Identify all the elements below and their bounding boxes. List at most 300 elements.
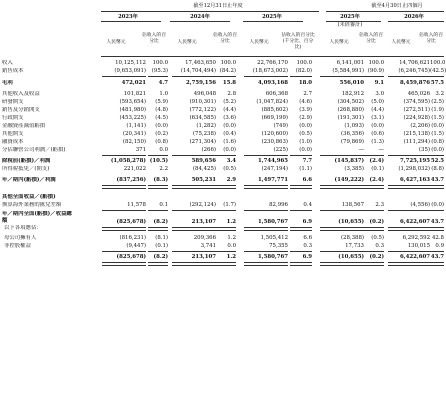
percent-cell: (0.4) bbox=[223, 131, 236, 137]
year-2025-4m: 2025年 bbox=[340, 14, 360, 20]
percent-cell: (1.1) bbox=[299, 166, 312, 172]
subtotal-rule bbox=[216, 251, 236, 252]
fy-header-rule bbox=[101, 11, 319, 12]
row-label: 行政開支 bbox=[2, 115, 24, 121]
total-double-rule bbox=[430, 227, 444, 231]
subtotal-rule bbox=[244, 251, 288, 252]
amount-cell: 6,292,592 bbox=[402, 235, 430, 241]
percent-cell: (8.2) bbox=[153, 219, 168, 225]
subtotal-rule bbox=[148, 155, 168, 156]
percent-cell: (0.8) bbox=[155, 139, 168, 145]
subtotal-rule bbox=[102, 155, 146, 156]
percent-cell: 43.7 bbox=[430, 254, 444, 260]
amount-cell: 6,422,607 bbox=[399, 219, 430, 225]
row-label: 換算海外業務的匯兌差額 bbox=[2, 202, 62, 208]
amount-cell: (230,863) bbox=[261, 139, 288, 145]
col-header: 佔收入的百分比(千分比、百分比) bbox=[281, 33, 315, 50]
row-label: 收入 bbox=[2, 60, 13, 66]
row-label: 年／期內(虧損)／利潤 bbox=[2, 177, 56, 183]
percent-cell: 100.0 bbox=[220, 60, 236, 66]
percent-cell: 18.0 bbox=[298, 80, 312, 86]
percent-cell: 1.2 bbox=[226, 219, 236, 225]
amount-cell: 17,463,650 bbox=[185, 60, 216, 66]
amount-cell: (5,584,991) bbox=[332, 68, 364, 74]
percent-cell: (0.2) bbox=[155, 131, 168, 137]
amount-cell: 213,107 bbox=[191, 219, 216, 225]
subtotal-rule bbox=[244, 155, 288, 156]
amount-cell: (669,199) bbox=[261, 115, 288, 121]
total-double-rule bbox=[216, 227, 236, 231]
col-rule bbox=[326, 21, 381, 22]
percent-cell: (4.6) bbox=[299, 99, 312, 105]
amount-cell: (374,595) bbox=[403, 99, 430, 105]
amount-cell: 182,912 bbox=[341, 91, 364, 97]
total-double-rule bbox=[216, 185, 236, 189]
percent-cell: 1.2 bbox=[227, 235, 236, 241]
percent-cell: — bbox=[378, 147, 384, 153]
percent-cell: (0.0) bbox=[431, 123, 444, 129]
amount-cell: 1,580,767 bbox=[257, 254, 288, 260]
amount-cell: (292,124) bbox=[189, 202, 216, 208]
subtotal-rule bbox=[388, 155, 430, 156]
amount-cell: (82,150) bbox=[122, 139, 146, 145]
amount-cell: (1,093) bbox=[344, 123, 364, 129]
percent-cell: (0.0) bbox=[223, 123, 236, 129]
percent-cell: (0.0) bbox=[431, 147, 444, 153]
amount-cell: (593,654) bbox=[119, 99, 146, 105]
percent-cell: (1.9) bbox=[431, 107, 444, 113]
col-header: 人民幣元 bbox=[249, 40, 269, 45]
amount-cell: (749) bbox=[273, 123, 288, 129]
percent-cell: 15.8 bbox=[222, 80, 236, 86]
amount-cell: 75,355 bbox=[269, 243, 288, 249]
percent-cell: 3.0 bbox=[375, 91, 384, 97]
total-double-rule bbox=[172, 227, 216, 231]
percent-cell: 0.9 bbox=[435, 243, 444, 249]
percent-cell: 6.6 bbox=[303, 235, 312, 241]
amount-cell: 2,759,156 bbox=[185, 80, 216, 86]
amount-cell: (111,294) bbox=[403, 139, 430, 145]
amount-cell: (271,304) bbox=[189, 139, 216, 145]
amount-cell: 130,015 bbox=[407, 243, 430, 249]
col-header: 佔收入的百分比 bbox=[142, 33, 166, 44]
amount-cell: (1,058,278) bbox=[110, 158, 146, 164]
row-label: 其他開支 bbox=[2, 131, 24, 137]
subtotal-rule bbox=[216, 155, 236, 156]
total-double-rule bbox=[388, 262, 430, 266]
percent-cell: (0.1) bbox=[155, 243, 168, 249]
amount-cell: 505,231 bbox=[191, 177, 216, 183]
subtotal-rule bbox=[320, 76, 364, 77]
percent-cell: 0.3 bbox=[303, 243, 312, 249]
amount-cell: 213,107 bbox=[191, 254, 216, 260]
subtotal-rule bbox=[364, 155, 384, 156]
amount-cell: (9,447) bbox=[126, 243, 146, 249]
amount-cell: (1,282) bbox=[196, 123, 216, 129]
percent-cell: 2.8 bbox=[227, 91, 236, 97]
percent-cell: (2.4) bbox=[369, 177, 384, 183]
amount-cell: 8,459,876 bbox=[399, 80, 430, 86]
col-rule bbox=[388, 21, 444, 22]
subtotal-rule bbox=[290, 210, 312, 211]
subtotal-rule bbox=[244, 210, 288, 211]
percent-cell: 100.0 bbox=[296, 60, 312, 66]
row-label: 其他全面收益／(虧損) bbox=[2, 194, 56, 200]
percent-cell: (1.3) bbox=[371, 139, 384, 145]
row-label: 非控股權益 bbox=[4, 243, 31, 249]
total-double-rule bbox=[216, 262, 236, 266]
percent-cell: 1.0 bbox=[159, 91, 168, 97]
percent-cell: (0.2) bbox=[369, 254, 384, 260]
percent-cell: (4.4) bbox=[371, 107, 384, 113]
subtotal-rule bbox=[430, 251, 444, 252]
amount-cell: (10,655) bbox=[338, 219, 364, 225]
percent-cell: 3.2 bbox=[435, 91, 444, 97]
total-double-rule bbox=[320, 262, 364, 266]
amount-cell: (481,980) bbox=[119, 107, 146, 113]
amount-cell: 7,725,195 bbox=[399, 158, 430, 164]
percent-cell: 100.0 bbox=[368, 60, 384, 66]
amount-cell: (191,301) bbox=[337, 115, 364, 121]
subtotal-rule bbox=[364, 251, 384, 252]
total-double-rule bbox=[290, 227, 312, 231]
amount-cell: (266) bbox=[201, 147, 216, 153]
total-double-rule bbox=[430, 262, 444, 266]
percent-cell: (2.5) bbox=[431, 99, 444, 105]
percent-cell: 6.6 bbox=[302, 177, 312, 183]
year-2023: 2023年 bbox=[118, 14, 138, 20]
percent-cell: 0.0 bbox=[227, 243, 236, 249]
amount-cell: (36,356) bbox=[340, 131, 364, 137]
percent-cell: (0.0) bbox=[223, 147, 236, 153]
amount-cell: (825,678) bbox=[116, 219, 146, 225]
percent-cell: (0.1) bbox=[371, 166, 384, 172]
total-double-rule bbox=[244, 185, 288, 189]
percent-cell: (90.9) bbox=[367, 68, 384, 74]
amount-cell: (268,880) bbox=[337, 107, 364, 113]
subtotal-rule bbox=[290, 251, 312, 252]
total-double-rule bbox=[102, 227, 146, 231]
amount-cell: 221,022 bbox=[123, 166, 146, 172]
subtotal-rule bbox=[320, 210, 364, 211]
percent-cell: 7.7 bbox=[302, 158, 312, 164]
col-header: 佔收入的百分比 bbox=[419, 33, 443, 44]
amount-cell: 3,741 bbox=[200, 243, 216, 249]
amount-cell: (2,206) bbox=[410, 123, 430, 129]
unaudited-note: (未經審計) bbox=[337, 22, 363, 28]
amount-cell: (453,225) bbox=[119, 115, 146, 121]
col-header: 人民幣元 bbox=[329, 40, 349, 45]
amount-cell: 556,010 bbox=[339, 80, 364, 86]
total-double-rule bbox=[172, 185, 216, 189]
percent-cell: (5.9) bbox=[155, 99, 168, 105]
row-label: 年／期內全面(虧損)／收益總額 bbox=[2, 211, 72, 224]
percent-cell: (0.0) bbox=[371, 123, 384, 129]
percent-cell: 100.0 bbox=[430, 60, 446, 66]
col-rule bbox=[101, 21, 161, 22]
percent-cell: (3.9) bbox=[299, 107, 312, 113]
amount-cell: 6,427,163 bbox=[399, 177, 430, 183]
percent-cell: (8.2) bbox=[153, 254, 168, 260]
subtotal-rule bbox=[320, 251, 364, 252]
amount-cell: (272,511) bbox=[403, 107, 430, 113]
total-double-rule bbox=[148, 227, 168, 231]
amount-cell: 22,766,170 bbox=[257, 60, 288, 66]
row-label: 毛利 bbox=[2, 80, 13, 86]
year-2026-4m: 2026年 bbox=[404, 14, 424, 20]
percent-cell: (1.0) bbox=[299, 139, 312, 145]
amount-cell: (1,141) bbox=[126, 123, 146, 129]
amount-cell: (35) bbox=[418, 147, 430, 153]
amount-cell: 10,125,112 bbox=[115, 60, 146, 66]
amount-cell: 209,366 bbox=[193, 235, 216, 241]
total-double-rule bbox=[320, 227, 364, 231]
percent-cell: 43.7 bbox=[430, 219, 444, 225]
subtotal-rule bbox=[148, 210, 168, 211]
amount-cell: 101,821 bbox=[123, 91, 146, 97]
amount-cell: 472,021 bbox=[121, 80, 146, 86]
percent-cell: (0.5) bbox=[371, 235, 384, 241]
col-rule bbox=[170, 21, 230, 22]
col-rule bbox=[243, 21, 303, 22]
year-2025: 2025年 bbox=[262, 14, 282, 20]
percent-cell: 1.2 bbox=[226, 254, 236, 260]
amount-cell: (4,556) bbox=[410, 202, 430, 208]
percent-cell: (0.0) bbox=[299, 147, 312, 153]
percent-cell: (82.0) bbox=[295, 68, 312, 74]
percent-cell: 42.8 bbox=[431, 235, 444, 241]
amount-cell: 6,141,001 bbox=[336, 60, 364, 66]
percent-cell: (3.6) bbox=[223, 115, 236, 121]
total-double-rule bbox=[148, 185, 168, 189]
amount-cell: 6,422,607 bbox=[399, 254, 430, 260]
percent-cell: (10.5) bbox=[149, 158, 168, 164]
amount-cell: (304,502) bbox=[337, 99, 364, 105]
total-double-rule bbox=[244, 262, 288, 266]
subtotal-rule bbox=[364, 76, 384, 77]
total-double-rule bbox=[364, 185, 384, 189]
subtotal-rule bbox=[102, 251, 146, 252]
subtotal-rule bbox=[320, 155, 364, 156]
total-double-rule bbox=[102, 185, 146, 189]
percent-cell: 100.0 bbox=[152, 60, 168, 66]
total-double-rule bbox=[364, 262, 384, 266]
percent-cell: (2.9) bbox=[299, 115, 312, 121]
subtotal-rule bbox=[102, 76, 146, 77]
total-double-rule bbox=[290, 185, 312, 189]
percent-cell: 6.9 bbox=[302, 254, 312, 260]
percent-cell: (42.5) bbox=[430, 68, 446, 74]
percent-cell: 0.4 bbox=[303, 202, 312, 208]
percent-cell: (8.1) bbox=[155, 235, 168, 241]
4m-header-rule bbox=[326, 11, 444, 12]
amount-cell: (75,238) bbox=[192, 131, 216, 137]
amount-cell: — bbox=[358, 147, 364, 153]
amount-cell: (79,869) bbox=[340, 139, 364, 145]
total-double-rule bbox=[388, 185, 430, 189]
percent-cell: (5.2) bbox=[223, 99, 236, 105]
row-label: 以下各項應佔： bbox=[4, 225, 42, 231]
subtotal-rule bbox=[148, 76, 168, 77]
amount-cell: (225) bbox=[273, 147, 288, 153]
amount-cell: (816,231) bbox=[119, 235, 146, 241]
amount-cell: (215,138) bbox=[403, 131, 430, 137]
percent-cell: (0.0) bbox=[155, 123, 168, 129]
percent-cell: 2.3 bbox=[375, 202, 384, 208]
amount-cell: 14,706,621 bbox=[399, 60, 430, 66]
percent-cell: (0.8) bbox=[431, 139, 444, 145]
percent-cell: (8.3) bbox=[153, 177, 168, 183]
amount-cell: (837,256) bbox=[116, 177, 146, 183]
row-label: 銷售及分銷開支 bbox=[2, 107, 40, 113]
amount-cell: (149,222) bbox=[334, 177, 364, 183]
col-header: 佔收入的百分比 bbox=[213, 33, 237, 44]
col-header: 人民幣元 bbox=[177, 40, 197, 45]
percent-cell: (1.6) bbox=[223, 139, 236, 145]
row-label: 母公司擁有人 bbox=[4, 235, 37, 241]
amount-cell: (825,678) bbox=[116, 254, 146, 260]
total-double-rule bbox=[172, 262, 216, 266]
percent-cell: (0.0) bbox=[299, 123, 312, 129]
amount-cell: (1,047,824) bbox=[256, 99, 288, 105]
header-bottom-rule bbox=[101, 56, 444, 57]
percent-cell: 2.7 bbox=[303, 91, 312, 97]
subtotal-rule bbox=[148, 251, 168, 252]
percent-cell: (4.8) bbox=[155, 107, 168, 113]
amount-cell: (120,600) bbox=[261, 131, 288, 137]
subtotal-rule bbox=[430, 210, 444, 211]
percent-cell: 57.5 bbox=[430, 80, 444, 86]
amount-cell: (14,704,494) bbox=[180, 68, 216, 74]
period-fy-label: 截至12月31日止年度 bbox=[193, 3, 243, 9]
percent-cell: 4.7 bbox=[158, 80, 168, 86]
amount-cell: 1,744,965 bbox=[257, 158, 288, 164]
percent-cell: (1.7) bbox=[223, 202, 236, 208]
percent-cell: 0.3 bbox=[375, 243, 384, 249]
percent-cell: 6.9 bbox=[302, 219, 312, 225]
subtotal-rule bbox=[244, 76, 288, 77]
subtotal-rule bbox=[364, 210, 384, 211]
percent-cell: (95.3) bbox=[151, 68, 168, 74]
year-2024: 2024年 bbox=[190, 14, 210, 20]
amount-cell: (10,655) bbox=[338, 254, 364, 260]
subtotal-rule bbox=[216, 210, 236, 211]
amount-cell: (885,602) bbox=[261, 107, 288, 113]
subtotal-rule bbox=[290, 155, 312, 156]
row-label: 金融資產減值虧損 bbox=[2, 123, 46, 129]
col-header: 人民幣元 bbox=[106, 40, 126, 45]
percent-cell: (0.2) bbox=[369, 219, 384, 225]
percent-cell: (0.6) bbox=[371, 131, 384, 137]
row-label: 銷售成本 bbox=[2, 68, 24, 74]
amount-cell: 371 bbox=[135, 147, 146, 153]
percent-cell: 2.2 bbox=[159, 166, 168, 172]
percent-cell: (84.2) bbox=[219, 68, 236, 74]
col-header: 人民幣元 bbox=[391, 40, 411, 45]
amount-cell: (6,246,745) bbox=[398, 68, 430, 74]
percent-cell: (0.0) bbox=[431, 202, 444, 208]
percent-cell: 9.1 bbox=[374, 80, 384, 86]
percent-cell: (2.4) bbox=[369, 158, 384, 164]
percent-cell: 43.7 bbox=[430, 177, 444, 183]
subtotal-rule bbox=[430, 76, 444, 77]
percent-cell: 0.1 bbox=[159, 202, 168, 208]
amount-cell: 17,733 bbox=[345, 243, 364, 249]
amount-cell: (145,837) bbox=[334, 158, 364, 164]
percent-cell: (3.1) bbox=[371, 115, 384, 121]
amount-cell: (20,341) bbox=[122, 131, 146, 137]
amount-cell: 1,580,767 bbox=[257, 219, 288, 225]
amount-cell: 606,368 bbox=[265, 91, 288, 97]
amount-cell: 138,567 bbox=[341, 202, 364, 208]
row-label: 研發開支 bbox=[2, 99, 24, 105]
amount-cell: (18,673,002) bbox=[252, 68, 288, 74]
subtotal-rule bbox=[172, 76, 216, 77]
percent-cell: (0.5) bbox=[223, 166, 236, 172]
percent-cell: 0.0 bbox=[159, 147, 168, 153]
total-double-rule bbox=[244, 227, 288, 231]
subtotal-rule bbox=[388, 251, 430, 252]
amount-cell: 589,656 bbox=[191, 158, 216, 164]
percent-cell: (5.0) bbox=[371, 99, 384, 105]
amount-cell: 465,026 bbox=[407, 91, 430, 97]
percent-cell: (1.5) bbox=[431, 131, 444, 137]
percent-cell: (4.5) bbox=[155, 115, 168, 121]
row-label: 融資成本 bbox=[2, 139, 24, 145]
amount-cell: 82,996 bbox=[269, 202, 288, 208]
amount-cell: (3,385) bbox=[344, 166, 364, 172]
amount-cell: (247,194) bbox=[261, 166, 288, 172]
total-double-rule bbox=[320, 185, 364, 189]
row-label: 所得稅抵免／(開支) bbox=[2, 166, 50, 172]
total-double-rule bbox=[388, 227, 430, 231]
total-double-rule bbox=[102, 262, 146, 266]
percent-cell: (4.4) bbox=[223, 107, 236, 113]
row-label: 分佔聯營公司利潤／(虧損) bbox=[2, 147, 66, 153]
percent-cell: 3.4 bbox=[226, 158, 236, 164]
subtotal-rule bbox=[172, 210, 216, 211]
amount-cell: 496,048 bbox=[193, 91, 216, 97]
row-label: 除稅前(虧損)／利潤 bbox=[2, 158, 51, 164]
amount-cell: (28,388) bbox=[340, 235, 364, 241]
period-4m-label: 截至4月30日止四個月 bbox=[371, 3, 423, 9]
row-label: 其他收入及收益 bbox=[2, 91, 40, 97]
percent-cell: 52.5 bbox=[430, 158, 444, 164]
amount-cell: (84,425) bbox=[192, 166, 216, 172]
amount-cell: 11,578 bbox=[127, 202, 146, 208]
amount-cell: 1,505,412 bbox=[260, 235, 288, 241]
subtotal-rule bbox=[388, 76, 430, 77]
amount-cell: 4,093,168 bbox=[257, 80, 288, 86]
percent-cell: (1.5) bbox=[431, 115, 444, 121]
subtotal-rule bbox=[430, 155, 444, 156]
amount-cell: (910,301) bbox=[189, 99, 216, 105]
amount-cell: (9,653,091) bbox=[114, 68, 146, 74]
amount-cell: (634,585) bbox=[189, 115, 216, 121]
amount-cell: 1,497,771 bbox=[257, 177, 288, 183]
percent-cell: (0.5) bbox=[299, 131, 312, 137]
amount-cell: (1,298,032) bbox=[398, 166, 430, 172]
subtotal-rule bbox=[172, 155, 216, 156]
percent-cell: (8.8) bbox=[431, 166, 444, 172]
subtotal-rule bbox=[102, 210, 146, 211]
total-double-rule bbox=[430, 185, 444, 189]
col-header: 佔收入的百分比 bbox=[359, 33, 383, 44]
subtotal-rule bbox=[290, 76, 312, 77]
total-double-rule bbox=[290, 262, 312, 266]
subtotal-rule bbox=[216, 76, 236, 77]
total-double-rule bbox=[364, 227, 384, 231]
